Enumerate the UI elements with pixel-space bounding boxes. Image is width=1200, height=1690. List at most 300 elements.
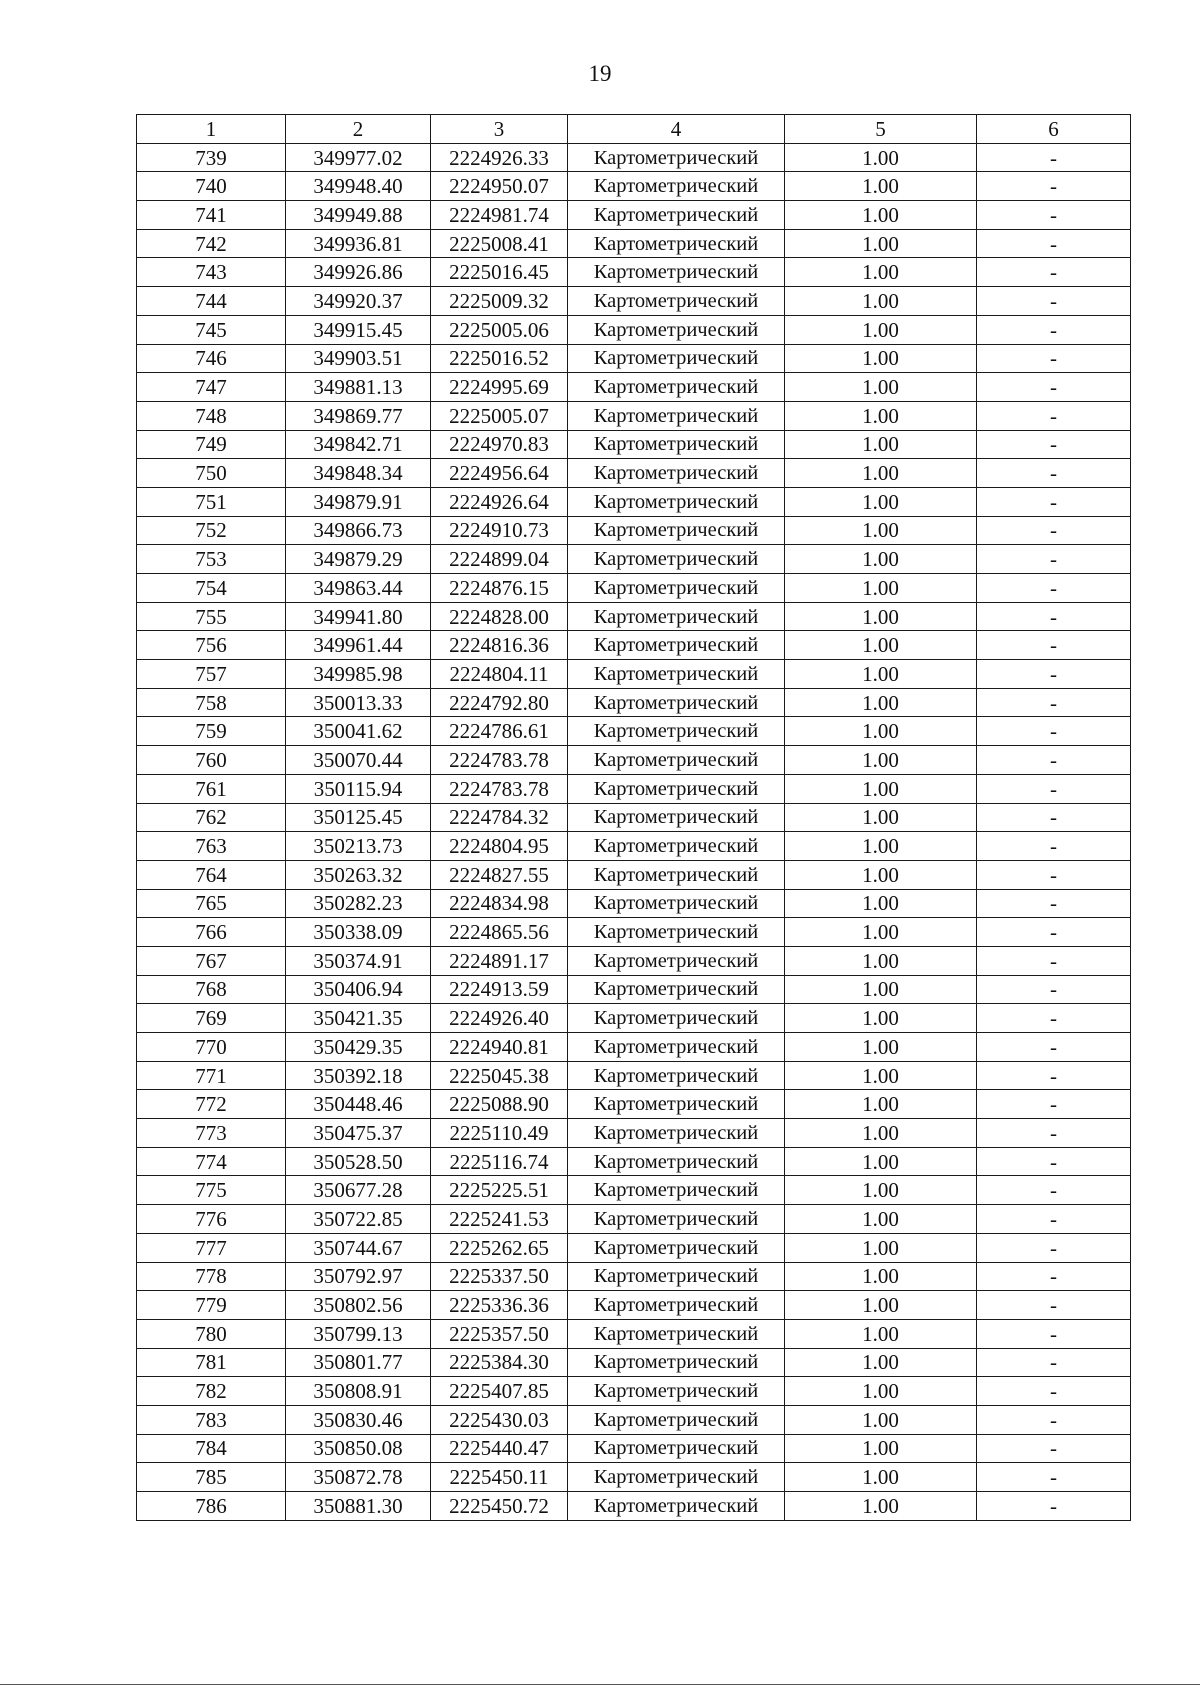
accuracy-cell: 1.00 bbox=[785, 1205, 977, 1234]
method-cell: Картометрический bbox=[568, 1348, 785, 1377]
accuracy-cell: 1.00 bbox=[785, 545, 977, 574]
note-cell: - bbox=[977, 1061, 1131, 1090]
x-coordinate-cell: 349941.80 bbox=[286, 602, 431, 631]
y-coordinate-cell: 2224899.04 bbox=[431, 545, 568, 574]
point-number-cell: 782 bbox=[137, 1377, 286, 1406]
accuracy-cell: 1.00 bbox=[785, 860, 977, 889]
point-number-cell: 767 bbox=[137, 946, 286, 975]
point-number-cell: 773 bbox=[137, 1119, 286, 1148]
x-coordinate-cell: 350374.91 bbox=[286, 946, 431, 975]
note-cell: - bbox=[977, 860, 1131, 889]
coordinates-table bbox=[136, 114, 1131, 1521]
table-row bbox=[137, 1319, 1131, 1348]
table-row bbox=[137, 344, 1131, 373]
x-coordinate-cell: 350263.32 bbox=[286, 860, 431, 889]
x-coordinate-cell: 350744.67 bbox=[286, 1233, 431, 1262]
x-coordinate-cell: 349915.45 bbox=[286, 315, 431, 344]
header-cell-5: 5 bbox=[785, 115, 977, 144]
x-coordinate-cell: 350792.97 bbox=[286, 1262, 431, 1291]
table-row bbox=[137, 602, 1131, 631]
x-coordinate-cell: 350830.46 bbox=[286, 1405, 431, 1434]
accuracy-cell: 1.00 bbox=[785, 287, 977, 316]
method-cell: Картометрический bbox=[568, 717, 785, 746]
method-cell: Картометрический bbox=[568, 229, 785, 258]
accuracy-cell: 1.00 bbox=[785, 688, 977, 717]
point-number-cell: 764 bbox=[137, 860, 286, 889]
y-coordinate-cell: 2225262.65 bbox=[431, 1233, 568, 1262]
y-coordinate-cell: 2224792.80 bbox=[431, 688, 568, 717]
x-coordinate-cell: 350677.28 bbox=[286, 1176, 431, 1205]
y-coordinate-cell: 2225009.32 bbox=[431, 287, 568, 316]
note-cell: - bbox=[977, 717, 1131, 746]
point-number-cell: 763 bbox=[137, 832, 286, 861]
method-cell: Картометрический bbox=[568, 1119, 785, 1148]
note-cell: - bbox=[977, 1262, 1131, 1291]
method-cell: Картометрический bbox=[568, 315, 785, 344]
accuracy-cell: 1.00 bbox=[785, 803, 977, 832]
point-number-cell: 785 bbox=[137, 1463, 286, 1492]
method-cell: Картометрический bbox=[568, 602, 785, 631]
accuracy-cell: 1.00 bbox=[785, 1319, 977, 1348]
x-coordinate-cell: 350013.33 bbox=[286, 688, 431, 717]
table-row bbox=[137, 746, 1131, 775]
y-coordinate-cell: 2225225.51 bbox=[431, 1176, 568, 1205]
point-number-cell: 750 bbox=[137, 459, 286, 488]
x-coordinate-cell: 349948.40 bbox=[286, 172, 431, 201]
x-coordinate-cell: 350722.85 bbox=[286, 1205, 431, 1234]
point-number-cell: 772 bbox=[137, 1090, 286, 1119]
point-number-cell: 741 bbox=[137, 201, 286, 230]
accuracy-cell: 1.00 bbox=[785, 717, 977, 746]
y-coordinate-cell: 2224786.61 bbox=[431, 717, 568, 746]
method-cell: Картометрический bbox=[568, 1233, 785, 1262]
note-cell: - bbox=[977, 373, 1131, 402]
note-cell: - bbox=[977, 803, 1131, 832]
point-number-cell: 780 bbox=[137, 1319, 286, 1348]
y-coordinate-cell: 2224876.15 bbox=[431, 574, 568, 603]
x-coordinate-cell: 350429.35 bbox=[286, 1033, 431, 1062]
table-row bbox=[137, 229, 1131, 258]
x-coordinate-cell: 349869.77 bbox=[286, 401, 431, 430]
x-coordinate-cell: 350115.94 bbox=[286, 774, 431, 803]
y-coordinate-cell: 2224913.59 bbox=[431, 975, 568, 1004]
table-row bbox=[137, 1119, 1131, 1148]
table-row bbox=[137, 172, 1131, 201]
point-number-cell: 744 bbox=[137, 287, 286, 316]
method-cell: Картометрический bbox=[568, 516, 785, 545]
accuracy-cell: 1.00 bbox=[785, 201, 977, 230]
table-row bbox=[137, 143, 1131, 172]
method-cell: Картометрический bbox=[568, 889, 785, 918]
x-coordinate-cell: 349879.91 bbox=[286, 487, 431, 516]
note-cell: - bbox=[977, 201, 1131, 230]
note-cell: - bbox=[977, 1090, 1131, 1119]
y-coordinate-cell: 2225005.06 bbox=[431, 315, 568, 344]
accuracy-cell: 1.00 bbox=[785, 516, 977, 545]
point-number-cell: 747 bbox=[137, 373, 286, 402]
table-row bbox=[137, 946, 1131, 975]
x-coordinate-cell: 350850.08 bbox=[286, 1434, 431, 1463]
x-coordinate-cell: 350213.73 bbox=[286, 832, 431, 861]
method-cell: Картометрический bbox=[568, 860, 785, 889]
accuracy-cell: 1.00 bbox=[785, 430, 977, 459]
y-coordinate-cell: 2224995.69 bbox=[431, 373, 568, 402]
method-cell: Картометрический bbox=[568, 946, 785, 975]
table-row bbox=[137, 487, 1131, 516]
method-cell: Картометрический bbox=[568, 401, 785, 430]
table-row bbox=[137, 373, 1131, 402]
point-number-cell: 745 bbox=[137, 315, 286, 344]
x-coordinate-cell: 350802.56 bbox=[286, 1291, 431, 1320]
accuracy-cell: 1.00 bbox=[785, 1262, 977, 1291]
point-number-cell: 754 bbox=[137, 574, 286, 603]
note-cell: - bbox=[977, 1004, 1131, 1033]
table-row bbox=[137, 832, 1131, 861]
method-cell: Картометрический bbox=[568, 459, 785, 488]
point-number-cell: 756 bbox=[137, 631, 286, 660]
accuracy-cell: 1.00 bbox=[785, 889, 977, 918]
note-cell: - bbox=[977, 918, 1131, 947]
header-cell-2: 2 bbox=[286, 115, 431, 144]
x-coordinate-cell: 349879.29 bbox=[286, 545, 431, 574]
accuracy-cell: 1.00 bbox=[785, 1061, 977, 1090]
accuracy-cell: 1.00 bbox=[785, 832, 977, 861]
table-row bbox=[137, 516, 1131, 545]
point-number-cell: 778 bbox=[137, 1262, 286, 1291]
method-cell: Картометрический bbox=[568, 1405, 785, 1434]
note-cell: - bbox=[977, 631, 1131, 660]
table-row bbox=[137, 1176, 1131, 1205]
method-cell: Картометрический bbox=[568, 631, 785, 660]
y-coordinate-cell: 2224828.00 bbox=[431, 602, 568, 631]
method-cell: Картометрический bbox=[568, 487, 785, 516]
x-coordinate-cell: 349985.98 bbox=[286, 660, 431, 689]
table-row bbox=[137, 459, 1131, 488]
table-row bbox=[137, 1405, 1131, 1434]
accuracy-cell: 1.00 bbox=[785, 975, 977, 1004]
method-cell: Картометрический bbox=[568, 545, 785, 574]
x-coordinate-cell: 349961.44 bbox=[286, 631, 431, 660]
y-coordinate-cell: 2224804.11 bbox=[431, 660, 568, 689]
accuracy-cell: 1.00 bbox=[785, 487, 977, 516]
y-coordinate-cell: 2224783.78 bbox=[431, 746, 568, 775]
y-coordinate-cell: 2224804.95 bbox=[431, 832, 568, 861]
y-coordinate-cell: 2224816.36 bbox=[431, 631, 568, 660]
table-row bbox=[137, 1033, 1131, 1062]
point-number-cell: 783 bbox=[137, 1405, 286, 1434]
note-cell: - bbox=[977, 1291, 1131, 1320]
note-cell: - bbox=[977, 975, 1131, 1004]
note-cell: - bbox=[977, 574, 1131, 603]
note-cell: - bbox=[977, 1434, 1131, 1463]
method-cell: Картометрический bbox=[568, 1147, 785, 1176]
table-row bbox=[137, 1348, 1131, 1377]
point-number-cell: 755 bbox=[137, 602, 286, 631]
accuracy-cell: 1.00 bbox=[785, 373, 977, 402]
table-row bbox=[137, 430, 1131, 459]
point-number-cell: 762 bbox=[137, 803, 286, 832]
point-number-cell: 739 bbox=[137, 143, 286, 172]
method-cell: Картометрический bbox=[568, 803, 785, 832]
point-number-cell: 765 bbox=[137, 889, 286, 918]
note-cell: - bbox=[977, 774, 1131, 803]
accuracy-cell: 1.00 bbox=[785, 401, 977, 430]
table-row bbox=[137, 1147, 1131, 1176]
y-coordinate-cell: 2225016.52 bbox=[431, 344, 568, 373]
note-cell: - bbox=[977, 172, 1131, 201]
point-number-cell: 779 bbox=[137, 1291, 286, 1320]
point-number-cell: 781 bbox=[137, 1348, 286, 1377]
x-coordinate-cell: 350421.35 bbox=[286, 1004, 431, 1033]
method-cell: Картометрический bbox=[568, 258, 785, 287]
point-number-cell: 759 bbox=[137, 717, 286, 746]
y-coordinate-cell: 2224981.74 bbox=[431, 201, 568, 230]
table-row bbox=[137, 1004, 1131, 1033]
x-coordinate-cell: 349936.81 bbox=[286, 229, 431, 258]
accuracy-cell: 1.00 bbox=[785, 1176, 977, 1205]
table-row bbox=[137, 401, 1131, 430]
note-cell: - bbox=[977, 1405, 1131, 1434]
note-cell: - bbox=[977, 258, 1131, 287]
y-coordinate-cell: 2224950.07 bbox=[431, 172, 568, 201]
point-number-cell: 742 bbox=[137, 229, 286, 258]
method-cell: Картометрический bbox=[568, 1061, 785, 1090]
x-coordinate-cell: 350125.45 bbox=[286, 803, 431, 832]
method-cell: Картометрический bbox=[568, 688, 785, 717]
accuracy-cell: 1.00 bbox=[785, 315, 977, 344]
method-cell: Картометрический bbox=[568, 1033, 785, 1062]
accuracy-cell: 1.00 bbox=[785, 602, 977, 631]
y-coordinate-cell: 2224926.40 bbox=[431, 1004, 568, 1033]
y-coordinate-cell: 2225337.50 bbox=[431, 1262, 568, 1291]
method-cell: Картометрический bbox=[568, 1262, 785, 1291]
method-cell: Картометрический bbox=[568, 746, 785, 775]
note-cell: - bbox=[977, 688, 1131, 717]
table-row bbox=[137, 889, 1131, 918]
accuracy-cell: 1.00 bbox=[785, 258, 977, 287]
method-cell: Картометрический bbox=[568, 1463, 785, 1492]
header-cell-6: 6 bbox=[977, 115, 1131, 144]
x-coordinate-cell: 350528.50 bbox=[286, 1147, 431, 1176]
method-cell: Картометрический bbox=[568, 918, 785, 947]
page-number: 19 bbox=[588, 61, 612, 86]
accuracy-cell: 1.00 bbox=[785, 1492, 977, 1521]
table-row bbox=[137, 574, 1131, 603]
note-cell: - bbox=[977, 746, 1131, 775]
y-coordinate-cell: 2224970.83 bbox=[431, 430, 568, 459]
table-row bbox=[137, 258, 1131, 287]
x-coordinate-cell: 350070.44 bbox=[286, 746, 431, 775]
accuracy-cell: 1.00 bbox=[785, 1147, 977, 1176]
x-coordinate-cell: 350448.46 bbox=[286, 1090, 431, 1119]
method-cell: Картометрический bbox=[568, 1492, 785, 1521]
header-cell-4: 4 bbox=[568, 115, 785, 144]
point-number-cell: 786 bbox=[137, 1492, 286, 1521]
x-coordinate-cell: 349881.13 bbox=[286, 373, 431, 402]
table-row bbox=[137, 918, 1131, 947]
note-cell: - bbox=[977, 545, 1131, 574]
note-cell: - bbox=[977, 1348, 1131, 1377]
x-coordinate-cell: 350799.13 bbox=[286, 1319, 431, 1348]
table-row bbox=[137, 287, 1131, 316]
method-cell: Картометрический bbox=[568, 1434, 785, 1463]
table-row bbox=[137, 631, 1131, 660]
note-cell: - bbox=[977, 143, 1131, 172]
method-cell: Картометрический bbox=[568, 1090, 785, 1119]
accuracy-cell: 1.00 bbox=[785, 574, 977, 603]
y-coordinate-cell: 2225088.90 bbox=[431, 1090, 568, 1119]
point-number-cell: 769 bbox=[137, 1004, 286, 1033]
note-cell: - bbox=[977, 1319, 1131, 1348]
point-number-cell: 746 bbox=[137, 344, 286, 373]
table-row bbox=[137, 688, 1131, 717]
note-cell: - bbox=[977, 1033, 1131, 1062]
x-coordinate-cell: 349926.86 bbox=[286, 258, 431, 287]
method-cell: Картометрический bbox=[568, 975, 785, 1004]
accuracy-cell: 1.00 bbox=[785, 229, 977, 258]
note-cell: - bbox=[977, 516, 1131, 545]
y-coordinate-cell: 2224865.56 bbox=[431, 918, 568, 947]
y-coordinate-cell: 2225045.38 bbox=[431, 1061, 568, 1090]
note-cell: - bbox=[977, 401, 1131, 430]
method-cell: Картометрический bbox=[568, 373, 785, 402]
y-coordinate-cell: 2224783.78 bbox=[431, 774, 568, 803]
note-cell: - bbox=[977, 1377, 1131, 1406]
method-cell: Картометрический bbox=[568, 143, 785, 172]
y-coordinate-cell: 2225430.03 bbox=[431, 1405, 568, 1434]
y-coordinate-cell: 2225008.41 bbox=[431, 229, 568, 258]
header-cell-1: 1 bbox=[137, 115, 286, 144]
note-cell: - bbox=[977, 1147, 1131, 1176]
method-cell: Картометрический bbox=[568, 430, 785, 459]
y-coordinate-cell: 2225407.85 bbox=[431, 1377, 568, 1406]
note-cell: - bbox=[977, 287, 1131, 316]
method-cell: Картометрический bbox=[568, 1176, 785, 1205]
x-coordinate-cell: 349903.51 bbox=[286, 344, 431, 373]
accuracy-cell: 1.00 bbox=[785, 1291, 977, 1320]
note-cell: - bbox=[977, 1205, 1131, 1234]
note-cell: - bbox=[977, 602, 1131, 631]
x-coordinate-cell: 350338.09 bbox=[286, 918, 431, 947]
y-coordinate-cell: 2225336.36 bbox=[431, 1291, 568, 1320]
y-coordinate-cell: 2225384.30 bbox=[431, 1348, 568, 1377]
x-coordinate-cell: 349977.02 bbox=[286, 143, 431, 172]
note-cell: - bbox=[977, 430, 1131, 459]
method-cell: Картометрический bbox=[568, 832, 785, 861]
y-coordinate-cell: 2225110.49 bbox=[431, 1119, 568, 1148]
x-coordinate-cell: 350406.94 bbox=[286, 975, 431, 1004]
table-row bbox=[137, 1463, 1131, 1492]
method-cell: Картометрический bbox=[568, 1377, 785, 1406]
x-coordinate-cell: 349848.34 bbox=[286, 459, 431, 488]
accuracy-cell: 1.00 bbox=[785, 1434, 977, 1463]
note-cell: - bbox=[977, 344, 1131, 373]
point-number-cell: 740 bbox=[137, 172, 286, 201]
header-row bbox=[137, 115, 1131, 144]
y-coordinate-cell: 2225450.72 bbox=[431, 1492, 568, 1521]
method-cell: Картометрический bbox=[568, 172, 785, 201]
y-coordinate-cell: 2225016.45 bbox=[431, 258, 568, 287]
point-number-cell: 774 bbox=[137, 1147, 286, 1176]
point-number-cell: 768 bbox=[137, 975, 286, 1004]
note-cell: - bbox=[977, 1463, 1131, 1492]
table-row bbox=[137, 1291, 1131, 1320]
header-cell-3: 3 bbox=[431, 115, 568, 144]
note-cell: - bbox=[977, 315, 1131, 344]
point-number-cell: 777 bbox=[137, 1233, 286, 1262]
y-coordinate-cell: 2224910.73 bbox=[431, 516, 568, 545]
note-cell: - bbox=[977, 946, 1131, 975]
table-header bbox=[137, 115, 1131, 144]
method-cell: Картометрический bbox=[568, 287, 785, 316]
accuracy-cell: 1.00 bbox=[785, 344, 977, 373]
table-row bbox=[137, 803, 1131, 832]
point-number-cell: 776 bbox=[137, 1205, 286, 1234]
accuracy-cell: 1.00 bbox=[785, 746, 977, 775]
method-cell: Картометрический bbox=[568, 1205, 785, 1234]
table-row bbox=[137, 1061, 1131, 1090]
note-cell: - bbox=[977, 889, 1131, 918]
point-number-cell: 771 bbox=[137, 1061, 286, 1090]
note-cell: - bbox=[977, 1119, 1131, 1148]
table-body bbox=[137, 143, 1131, 1520]
x-coordinate-cell: 349842.71 bbox=[286, 430, 431, 459]
method-cell: Картометрический bbox=[568, 774, 785, 803]
note-cell: - bbox=[977, 1233, 1131, 1262]
note-cell: - bbox=[977, 832, 1131, 861]
table-row bbox=[137, 1434, 1131, 1463]
table-row bbox=[137, 860, 1131, 889]
point-number-cell: 770 bbox=[137, 1033, 286, 1062]
point-number-cell: 784 bbox=[137, 1434, 286, 1463]
accuracy-cell: 1.00 bbox=[785, 1033, 977, 1062]
y-coordinate-cell: 2225440.47 bbox=[431, 1434, 568, 1463]
accuracy-cell: 1.00 bbox=[785, 143, 977, 172]
table-row bbox=[137, 315, 1131, 344]
point-number-cell: 775 bbox=[137, 1176, 286, 1205]
table-row bbox=[137, 1090, 1131, 1119]
point-number-cell: 766 bbox=[137, 918, 286, 947]
point-number-cell: 748 bbox=[137, 401, 286, 430]
y-coordinate-cell: 2224784.32 bbox=[431, 803, 568, 832]
table-row bbox=[137, 1262, 1131, 1291]
accuracy-cell: 1.00 bbox=[785, 1463, 977, 1492]
x-coordinate-cell: 350872.78 bbox=[286, 1463, 431, 1492]
x-coordinate-cell: 350392.18 bbox=[286, 1061, 431, 1090]
point-number-cell: 757 bbox=[137, 660, 286, 689]
point-number-cell: 752 bbox=[137, 516, 286, 545]
accuracy-cell: 1.00 bbox=[785, 1090, 977, 1119]
point-number-cell: 761 bbox=[137, 774, 286, 803]
y-coordinate-cell: 2224926.33 bbox=[431, 143, 568, 172]
table-row bbox=[137, 660, 1131, 689]
method-cell: Картометрический bbox=[568, 1291, 785, 1320]
accuracy-cell: 1.00 bbox=[785, 1377, 977, 1406]
table-row bbox=[137, 717, 1131, 746]
y-coordinate-cell: 2224827.55 bbox=[431, 860, 568, 889]
y-coordinate-cell: 2224940.81 bbox=[431, 1033, 568, 1062]
accuracy-cell: 1.00 bbox=[785, 1119, 977, 1148]
accuracy-cell: 1.00 bbox=[785, 660, 977, 689]
accuracy-cell: 1.00 bbox=[785, 918, 977, 947]
y-coordinate-cell: 2225450.11 bbox=[431, 1463, 568, 1492]
y-coordinate-cell: 2224891.17 bbox=[431, 946, 568, 975]
accuracy-cell: 1.00 bbox=[785, 774, 977, 803]
method-cell: Картометрический bbox=[568, 574, 785, 603]
table-row bbox=[137, 975, 1131, 1004]
note-cell: - bbox=[977, 459, 1131, 488]
accuracy-cell: 1.00 bbox=[785, 946, 977, 975]
